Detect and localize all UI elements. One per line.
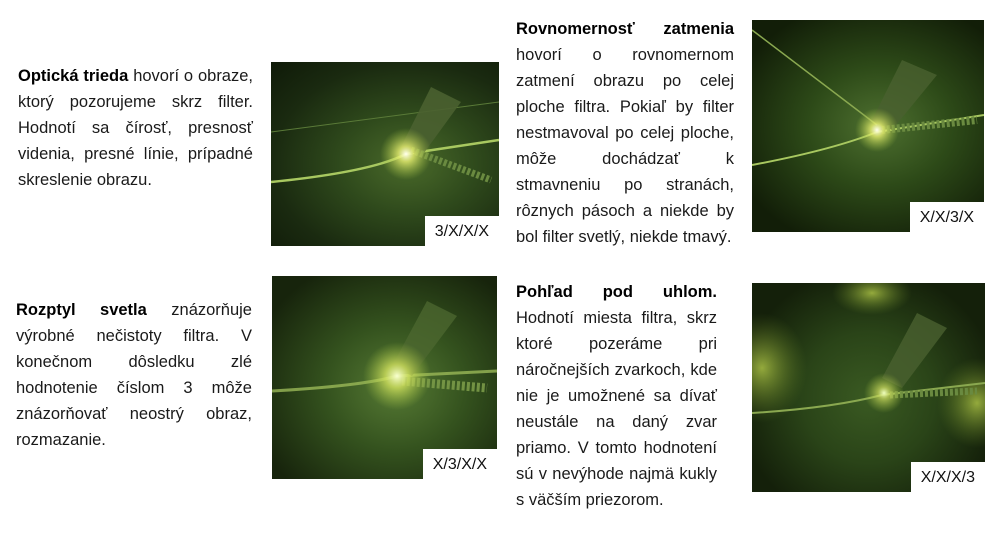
welding-scene-graphic: [752, 283, 985, 492]
uniformity-description: hovorí o rovnomernom zatmení obrazu po celej ploche filtra. Pokiaľ by filter nestmavoval po celej ploche, môže dochádzať k stmavneniu po stranách, rôznych pásoch a niekde by bol filter svetlý, niekde tmavý.: [516, 46, 734, 246]
angle-view-title: Pohľad pod uhlom.: [516, 283, 717, 301]
uniformity-rating: X/X/3/X: [910, 202, 984, 232]
light-scatter-rating: X/3/X/X: [423, 449, 497, 479]
uniformity-image: [752, 20, 984, 232]
optical-class-rating: 3/X/X/X: [425, 216, 499, 246]
optical-class-description: hovorí o obraze, ktorý pozorujeme skrz filter. Hodnotí sa čírosť, presnosť videnia, presné línie, prípadné skreslenie obrazu.: [18, 67, 253, 189]
welding-scene-graphic: [752, 20, 984, 232]
uniformity-title: Rovnomernosť zatmenia: [516, 20, 734, 38]
light-scatter-title: Rozptyl svetla: [16, 301, 147, 319]
optical-class-title: Optická trieda: [18, 67, 129, 85]
angle-view-image: [752, 283, 985, 492]
uniformity-text: [516, 16, 734, 250]
optical-class-text: [18, 63, 253, 193]
light-scatter-description: znázorňuje výrobné nečistoty filtra. V konečnom dôsledku zlé hodnotenie číslom 3 môže znázorňovať neostrý obraz, rozmazanie.: [16, 301, 252, 449]
optical-class-image: [271, 62, 499, 246]
light-scatter-text: [16, 297, 252, 453]
angle-view-description: Hodnotí miesta filtra, skrz ktoré pozeráme pri náročnejších zvarkoch, kde nie je umožnené sa dívať neustále na daný zvar priamo. V tomto hodnotení sú v nevýhode najmä kukly s väčším priezorom.: [516, 309, 717, 509]
light-scatter-image: [272, 276, 497, 479]
angle-view-text: [516, 279, 717, 513]
angle-view-rating: X/X/X/3: [911, 462, 985, 492]
